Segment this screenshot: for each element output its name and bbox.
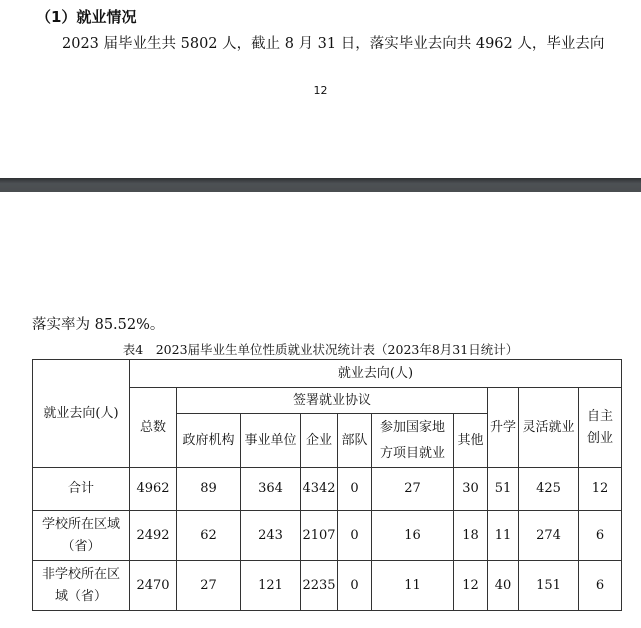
cell: 30 bbox=[454, 468, 488, 511]
col-header: 企业 bbox=[301, 414, 338, 468]
cell: 11 bbox=[372, 561, 454, 611]
row-label: 合计 bbox=[33, 468, 130, 511]
total-header: 总数 bbox=[130, 388, 177, 468]
cell: 2235 bbox=[301, 561, 338, 611]
flexible-header: 灵活就业 bbox=[519, 388, 579, 468]
col-header: 其他 bbox=[454, 414, 488, 468]
cell: 40 bbox=[488, 561, 519, 611]
cell: 89 bbox=[177, 468, 241, 511]
cell: 2107 bbox=[301, 511, 338, 561]
cell: 27 bbox=[177, 561, 241, 611]
section-heading: （1）就业情况 bbox=[36, 8, 137, 26]
paragraph: 2023 届毕业生共 5802 人，截止 8 月 31 日，落实毕业去向共 4962 人，毕业去向 bbox=[62, 36, 605, 52]
table-caption: 表4 2023届毕业生单位性质就业状况统计表（2023年8月31日统计） bbox=[122, 342, 519, 357]
cell: 12 bbox=[454, 561, 488, 611]
cell: 12 bbox=[579, 468, 622, 511]
cell: 62 bbox=[177, 511, 241, 561]
cell: 2470 bbox=[130, 561, 177, 611]
cell: 27 bbox=[372, 468, 454, 511]
table-row bbox=[33, 561, 622, 611]
paragraph-continued: 落实率为 85.52%。 bbox=[32, 317, 165, 333]
cell: 6 bbox=[579, 561, 622, 611]
cell: 0 bbox=[338, 468, 372, 511]
self-header: 自主创业 bbox=[579, 388, 622, 468]
group-header: 就业去向(人) bbox=[130, 360, 622, 388]
cell: 16 bbox=[372, 511, 454, 561]
cell: 425 bbox=[519, 468, 579, 511]
cell: 0 bbox=[338, 511, 372, 561]
col-header: 事业单位 bbox=[241, 414, 301, 468]
cell: 4962 bbox=[130, 468, 177, 511]
row-label: 非学校所在区域（省） bbox=[33, 561, 130, 611]
cell: 11 bbox=[488, 511, 519, 561]
cell: 51 bbox=[488, 468, 519, 511]
page-separator bbox=[0, 178, 641, 192]
col-header: 政府机构 bbox=[177, 414, 241, 468]
table-row bbox=[33, 468, 622, 511]
page-number: 12 bbox=[313, 84, 328, 97]
col-header: 部队 bbox=[338, 414, 372, 468]
cell: 151 bbox=[519, 561, 579, 611]
cell: 121 bbox=[241, 561, 301, 611]
row-label: 学校所在区域（省） bbox=[33, 511, 130, 561]
cell: 4342 bbox=[301, 468, 338, 511]
cell: 18 bbox=[454, 511, 488, 561]
cell: 364 bbox=[241, 468, 301, 511]
row-header: 就业去向(人) bbox=[33, 360, 130, 468]
cell: 0 bbox=[338, 561, 372, 611]
signed-header: 签署就业协议 bbox=[177, 388, 488, 414]
employment-table bbox=[32, 359, 622, 611]
col-header: 参加国家地方项目就业 bbox=[372, 414, 454, 468]
cell: 2492 bbox=[130, 511, 177, 561]
cell: 274 bbox=[519, 511, 579, 561]
further-header: 升学 bbox=[488, 388, 519, 468]
cell: 243 bbox=[241, 511, 301, 561]
table-row bbox=[33, 511, 622, 561]
cell: 6 bbox=[579, 511, 622, 561]
